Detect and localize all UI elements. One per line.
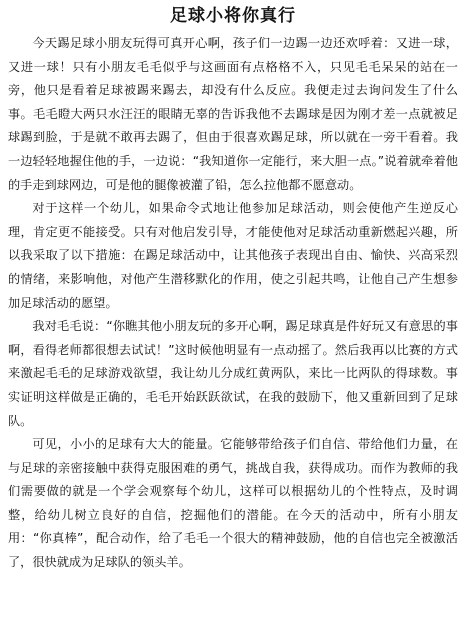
paragraph-3: 我对毛毛说：“你瞧其他小朋友玩的多开心啊，踢足球真是件好玩又有意思的事啊，看得老师都很想去试试！”这时候他明显有一点动摇了。然后我再以比赛的方式来激起毛毛的足球游戏欲望，我让幼儿分成红黄两队，来比一比两队的得球数。事实证明这样做是正确的，毛毛开始跃跃欲试，在我的鼓励下，他又重新回到了足球队。 bbox=[8, 319, 458, 428]
paragraph-2: 对于这样一个幼儿，如果命令式地让他参加足球活动，则会使他产生逆反心理，肯定更不能接受。只有对他启发引导，才能使他对足球活动重新燃起兴趣，所以我采取了以下措施：在踢足球活动中，让其他孩子表现出自由、愉快、兴高采烈的情绪，来影响他，对他产生潜移默化的作用，使之引起共鸣，让他自己产生想参加足球活动的愿望。 bbox=[8, 201, 458, 310]
paragraph-1: 今天踢足球小朋友玩得可真开心啊，孩子们一边踢一边还欢呼着：又进一球，又进一球！只有小朋友毛毛似乎与这画面有点格格不入，只见毛毛呆呆的站在一旁，他只是看着足球被踢来踢去，却没有什么反应。我便走过去询问发生了什么事。毛毛瞪大两只水汪汪的眼睛无辜的告诉我他不去踢球是因为刚才差一点就被足球踢到脸，于是就不敢再去踢了，但由于很喜欢踢足球，所以就在一旁干看着。我一边轻轻地握住他的手，一边说：“我知道你一定能行，来大胆一点。”说着就牵着他的手走到球网边，可是他的腿像被灌了铅，怎么拉他都不愿意动。 bbox=[8, 36, 458, 192]
document-title: 足球小将你真行 bbox=[170, 6, 296, 26]
paragraph-4: 可见，小小的足球有大大的能量。它能够带给孩子们自信、带给他们力量，在与足球的亲密接触中获得克服困难的勇气，挑战自我，获得成功。而作为教师的我们需要做的就是一个学会观察每个幼儿，这样可以根据幼儿的个性特点，及时调整，给幼儿树立良好的自信，挖掘他们的潜能。在今天的活动中，所有小朋友用：“你真棒”，配合动作，给了毛毛一个很大的精神鼓励，他的自信也完全被激活了，很快就成为足球队的领头羊。 bbox=[8, 437, 458, 570]
